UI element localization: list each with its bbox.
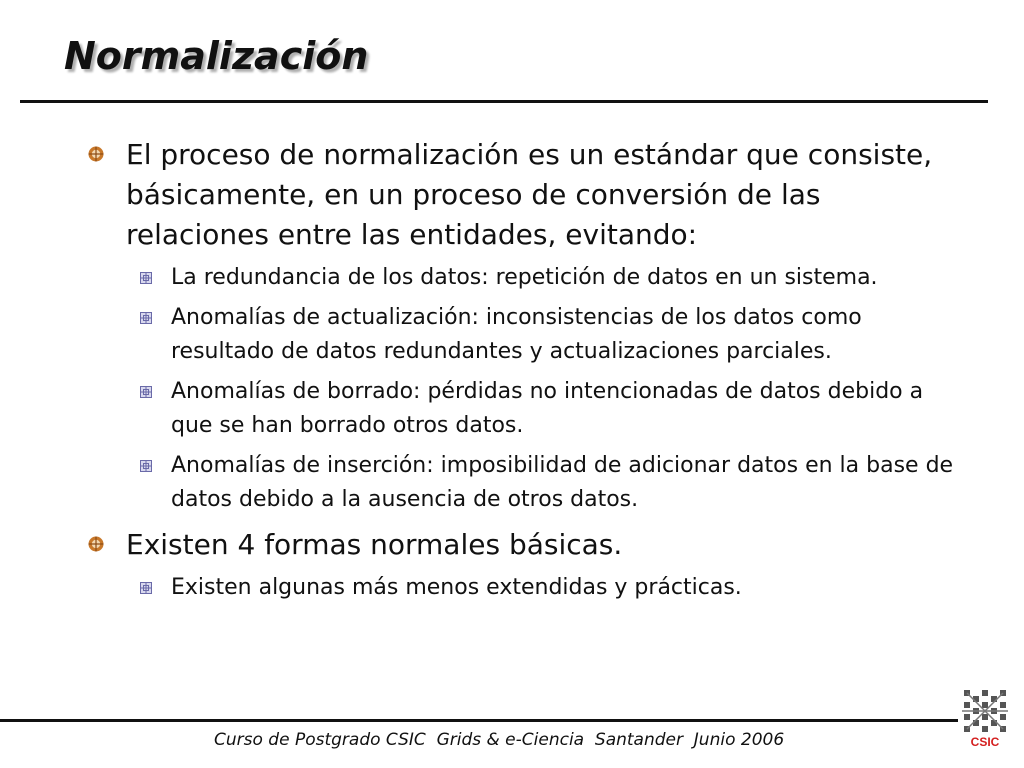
sub-bullet-item	[88, 375, 958, 443]
logo-text: CSIC	[970, 735, 1000, 749]
sub-bullet-text: Anomalías de borrado: pérdidas no intencionadas de datos debido a que se han borrado otros datos.	[171, 379, 924, 438]
square-bullet-icon	[140, 582, 152, 594]
bullet-text: El proceso de normalización es un estándar que consiste, básicamente, en un proceso de conversión de las relaciones entre las entidades, evitando:	[126, 138, 933, 251]
bullet-text: Existen 4 formas normales básicas.	[126, 528, 623, 561]
square-bullet-icon	[140, 272, 152, 284]
csic-logo-icon	[960, 688, 1010, 750]
footer-divider	[0, 719, 958, 722]
slide-content	[88, 135, 958, 613]
sub-bullet-item	[88, 449, 958, 517]
sub-bullet-text: La redundancia de los datos: repetición de datos en un sistema.	[171, 265, 878, 290]
target-bullet-icon	[88, 146, 104, 162]
square-bullet-icon	[140, 312, 152, 324]
bullet-item	[88, 135, 958, 255]
sub-bullet-list	[88, 571, 958, 605]
title-divider	[20, 100, 988, 103]
square-bullet-icon	[140, 460, 152, 472]
sub-bullet-text: Anomalías de actualización: inconsistencias de los datos como resultado de datos redundantes y actualizaciones parciales.	[171, 305, 862, 364]
sub-bullet-list	[88, 261, 958, 517]
sub-bullet-item	[88, 571, 958, 605]
sub-bullet-text: Existen algunas más menos extendidas y prácticas.	[171, 575, 742, 600]
target-bullet-icon	[88, 536, 104, 552]
square-bullet-icon	[140, 386, 152, 398]
footer-text: Curso de Postgrado CSIC Grids & e-Ciencia Santander Junio 2006	[214, 730, 785, 750]
bullet-item	[88, 525, 958, 565]
sub-bullet-text: Anomalías de inserción: imposibilidad de adicionar datos en la base de datos debido a la ausencia de otros datos.	[171, 453, 954, 512]
slide-title: Normalización	[64, 34, 369, 78]
sub-bullet-item	[88, 301, 958, 369]
sub-bullet-item	[88, 261, 958, 295]
